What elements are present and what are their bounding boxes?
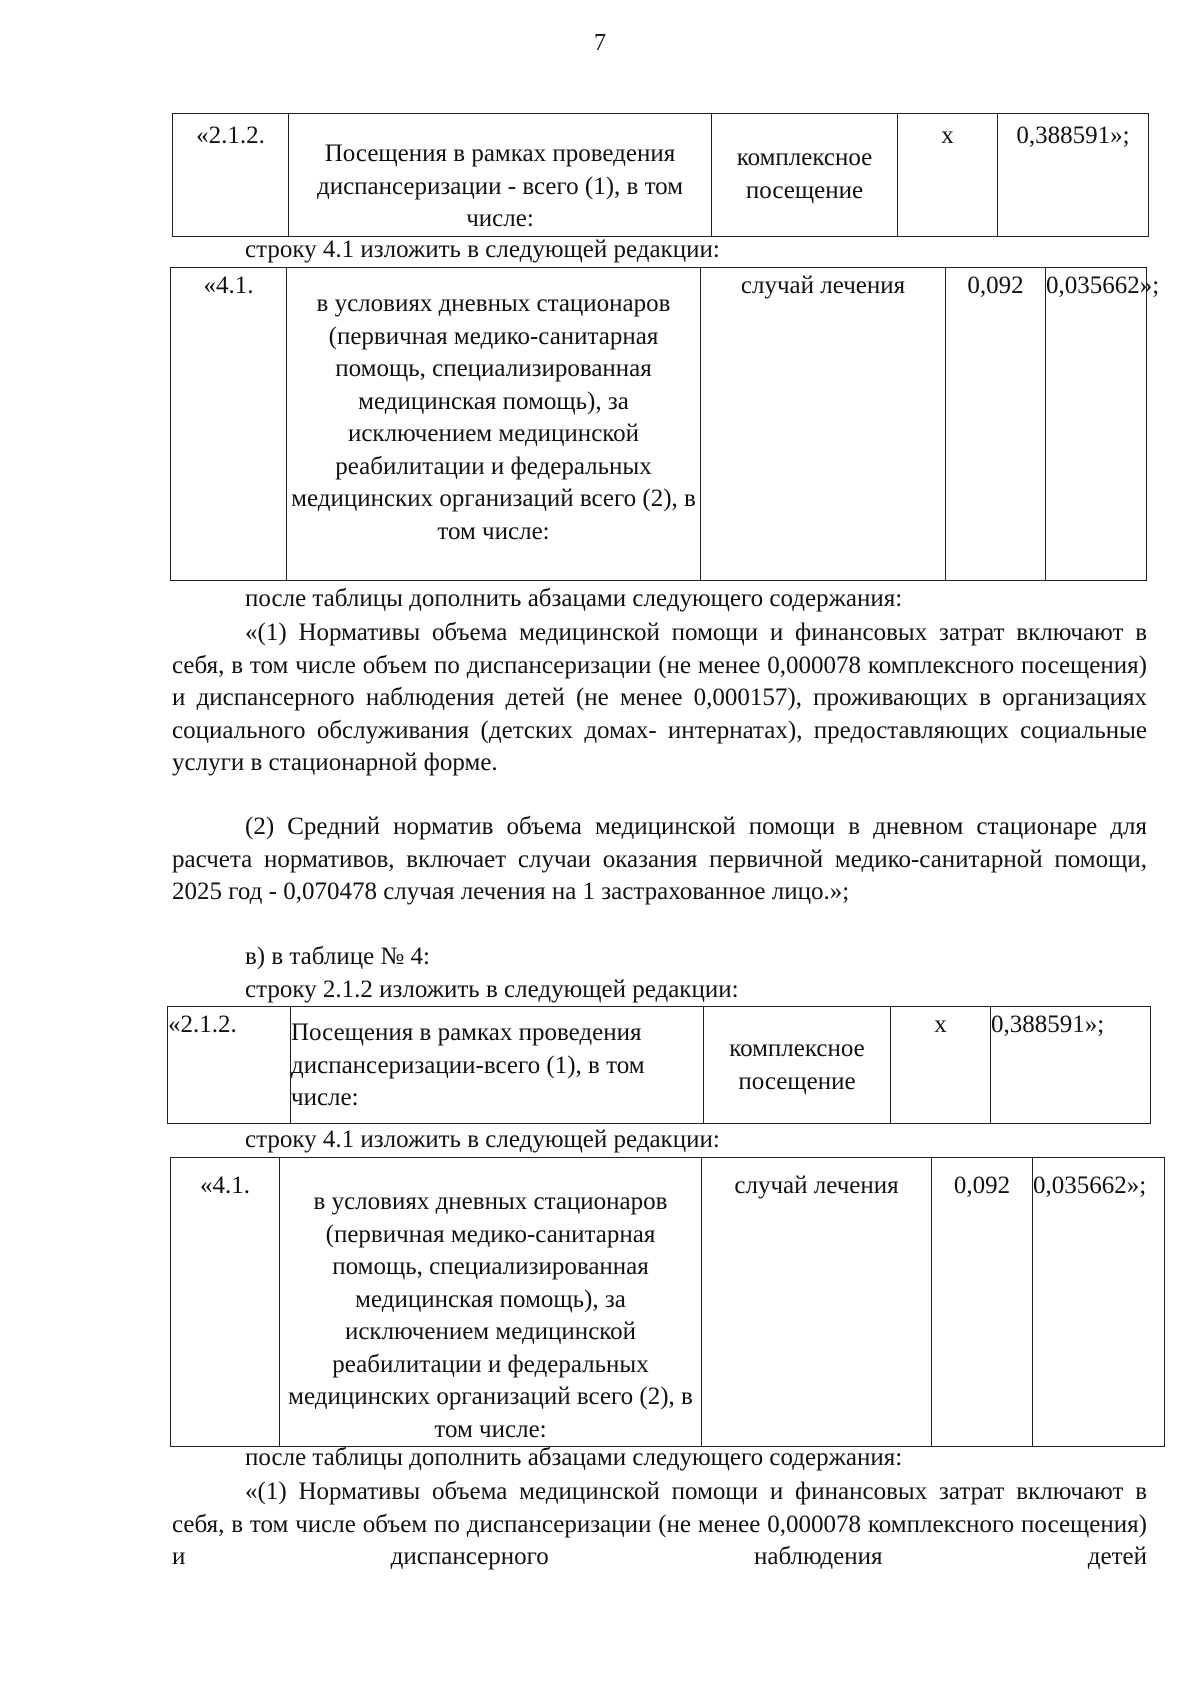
row-value-2: 0,388591»; bbox=[998, 114, 1149, 237]
instruction-line: строку 4.1 изложить в следующей редакции: bbox=[245, 1126, 720, 1153]
table-row bbox=[168, 1007, 1151, 1124]
row-unit: случай лечения bbox=[701, 268, 946, 581]
row-unit: комплексное посещение bbox=[704, 1007, 891, 1124]
row-unit: комплексное посещение bbox=[712, 114, 898, 237]
row-name: Посещения в рамках проведения диспансеризации-всего (1), в том числе: bbox=[291, 1007, 704, 1124]
row-name: в условиях дневных стационаров (первичная медико-санитарная помощь, специализированная медицинская помощь), за исключением медицинской реабилитации и федеральных медицинских организаций всего (2), в том числе: bbox=[280, 1158, 702, 1447]
page-number: 7 bbox=[594, 30, 606, 56]
row-value-1: 0,092 bbox=[932, 1158, 1033, 1447]
table-row bbox=[171, 1158, 1165, 1447]
table-4-1-second bbox=[170, 1157, 1165, 1447]
row-value-1: х bbox=[898, 114, 998, 237]
row-number: «2.1.2. bbox=[173, 114, 289, 237]
row-value-2: 0,035662»; bbox=[1033, 1158, 1165, 1447]
row-name: в условиях дневных стационаров (первичная медико-санитарная помощь, специализированная медицинская помощь), за исключением медицинской реабилитации и федеральных медицинских организаций всего (2), в том числе: bbox=[287, 268, 701, 581]
table-4-1-first bbox=[170, 267, 1160, 581]
row-name: Посещения в рамках проведения диспансеризации - всего (1), в том числе: bbox=[289, 114, 712, 237]
row-value-1: х bbox=[891, 1007, 991, 1124]
row-number: «4.1. bbox=[171, 268, 287, 581]
paragraph-note-2: (2) Средний норматив объема медицинской помощи в дневном стационаре для расчета нормативов, включает случаи оказания первичной медико-санитарной помощи, 2025 год - 0,070478 случая лечения на 1 застрахованное лицо.»; bbox=[172, 813, 1147, 905]
row-value-1: 0,092 bbox=[946, 268, 1046, 581]
row-number: «2.1.2. bbox=[168, 1007, 291, 1124]
table-row bbox=[171, 268, 1147, 581]
row-value-2: 0,035662»; bbox=[1046, 268, 1147, 581]
row-value-2: 0,388591»; bbox=[991, 1007, 1151, 1124]
instruction-line: после таблицы дополнить абзацами следующего содержания: bbox=[245, 585, 903, 612]
instruction-line: после таблицы дополнить абзацами следующего содержания: bbox=[245, 1444, 903, 1471]
table-2-1-2-second bbox=[167, 1006, 1151, 1124]
table-row bbox=[173, 114, 1149, 237]
row-unit: случай лечения bbox=[702, 1158, 932, 1447]
paragraph-note-1: «(1) Нормативы объема медицинской помощи и финансовых затрат включают в себя, в том числе объем по диспансеризации (не менее 0,000078 комплексного посещения) и диспансерного наблюдения детей (не менее 0,000157), проживающих в организациях социального обслуживания (детских домах- интернатах), предоставляющих социальные услуги в стационарной форме. bbox=[172, 619, 1147, 776]
instruction-line: в) в таблице № 4: bbox=[245, 943, 430, 970]
instruction-line: строку 2.1.2 изложить в следующей редакции: bbox=[245, 976, 739, 1003]
table-2-1-2-first bbox=[172, 113, 1149, 237]
row-number: «4.1. bbox=[171, 1158, 280, 1447]
instruction-line: строку 4.1 изложить в следующей редакции: bbox=[245, 236, 720, 263]
paragraph-note-3: «(1) Нормативы объема медицинской помощи и финансовых затрат включают в себя, в том числе объем по диспансеризации (не менее 0,000078 комплексного посещения) и диспансерного наблюдения детей bbox=[172, 1478, 1147, 1570]
